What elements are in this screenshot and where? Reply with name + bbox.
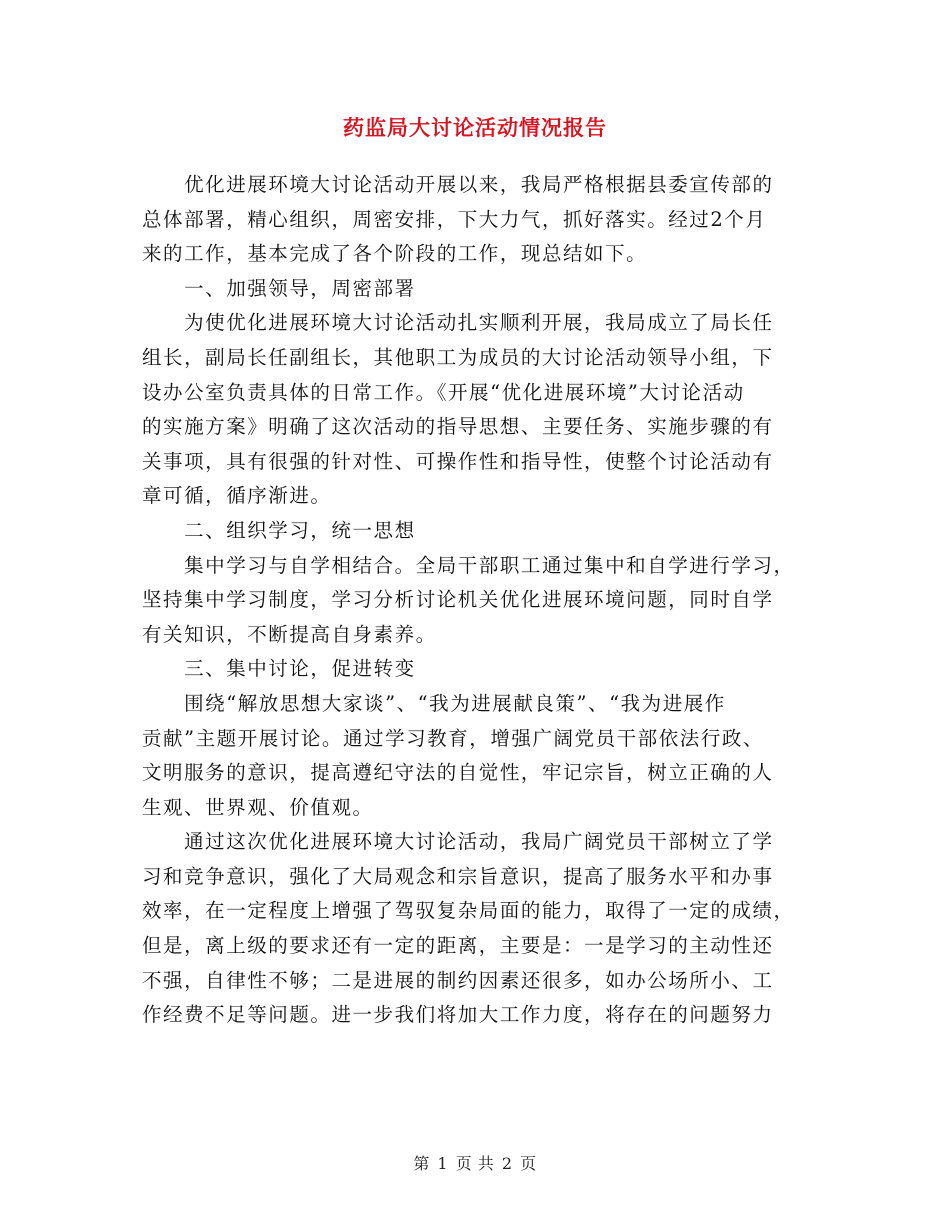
document-line: 一、加强领导，周密部署 <box>142 276 416 300</box>
document-line: 围绕“解放思想大家谈”、“我为进展献良策”、“我为进展作 <box>142 691 726 715</box>
footer-total-pages: 2 <box>501 1154 513 1173</box>
document-line: 不强，自律性不够；二是进展的制约因素还很多，如办公场所小、工 <box>142 968 774 992</box>
document-line: 总体部署，精心组织，周密安排，下大力气，抓好落实。经过2个月 <box>142 207 767 231</box>
document-line: 通过这次优化进展环境大讨论活动，我局广阔党员干部树立了学 <box>142 830 774 854</box>
document-line: 的实施方案》明确了这次活动的指导思想、主要任务、实施步骤的有 <box>142 415 774 439</box>
document-line: 文明服务的意识，提高遵纪守法的自觉性，牢记宗旨，树立正确的人 <box>142 761 774 785</box>
document-line: 习和竞争意识，强化了大局观念和宗旨意识，提高了服务水平和办事 <box>142 864 774 888</box>
footer-page-mid: 页 共 <box>455 1154 495 1173</box>
document-line: 章可循，循序渐进。 <box>142 484 332 508</box>
document-line: 作经费不足等问题。进一步我们将加大工作力度，将存在的问题努力 <box>142 1003 774 1027</box>
document-body <box>142 168 810 1033</box>
document-line: 三、集中讨论，促进转变 <box>142 657 416 681</box>
document-line: 为使优化进展环境大讨论活动扎实顺利开展，我局成立了局长任 <box>142 311 774 335</box>
document-line: 设办公室负责具体的日常工作。《开展“优化进展环境”大讨论活动 <box>142 380 745 404</box>
document-line: 关事项，具有很强的针对性、可操作性和指导性，使整个讨论活动有 <box>142 449 774 473</box>
document-line: 优化进展环境大讨论活动开展以来，我局严格根据县委宣传部的 <box>142 173 774 196</box>
document-line: 二、组织学习，统一思想 <box>142 518 416 542</box>
document-title: 药监局大讨论活动情况报告 <box>343 116 607 140</box>
footer-current-page: 1 <box>437 1154 449 1173</box>
document-line: 生观、世界观、价值观。 <box>142 795 374 819</box>
document-line: 贡献”主题开展讨论。通过学习教育，增强广阔党员干部依法行政、 <box>142 726 764 750</box>
document-line: 来的工作，基本完成了各个阶段的工作，现总结如下。 <box>142 242 648 266</box>
document-line: 组长，副局长任副组长，其他职工为成员的大讨论活动领导小组，下 <box>142 345 774 369</box>
footer-page-suffix: 页 <box>520 1154 537 1173</box>
document-line: 有关知识，不断提高自身素养。 <box>142 622 437 646</box>
document-line: 集中学习与自学相结合。全局干部职工通过集中和自学进行学习， <box>142 553 795 577</box>
footer-page-prefix: 第 <box>413 1154 430 1173</box>
document-line: 效率，在一定程度上增强了驾驭复杂局面的能力，取得了一定的成绩， <box>142 899 795 923</box>
document-line: 但是，离上级的要求还有一定的距离，主要是：一是学习的主动性还 <box>142 934 774 958</box>
page-footer <box>0 1151 950 1174</box>
document-line: 坚持集中学习制度，学习分析讨论机关优化进展环境问题，同时自学 <box>142 588 774 612</box>
